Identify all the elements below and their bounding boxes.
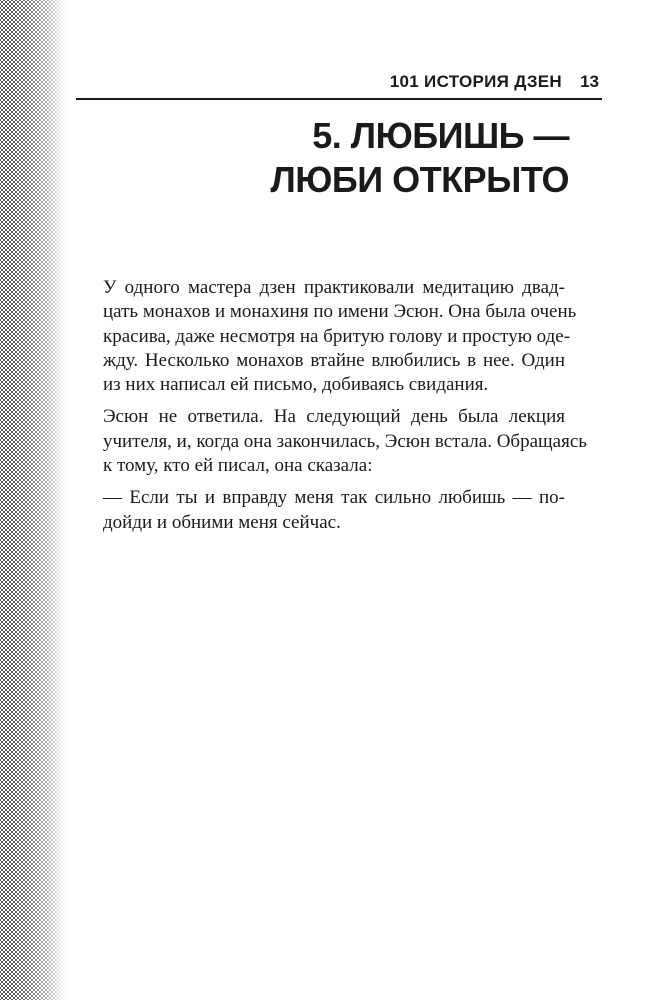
chapter-title	[271, 114, 569, 202]
chapter-title-line-2: ЛЮБИ ОТКРЫТО	[270, 159, 569, 200]
text-line: дойди и обними меня сейчас.	[103, 511, 341, 533]
halftone-margin-strip	[0, 0, 66, 1000]
text-line: У одного мастера дзен практиковали медитацию двад-	[103, 277, 565, 298]
text-line: жду. Несколько монахов втайне влюбились в нее. Один	[103, 349, 565, 371]
running-title: 101 ИСТОРИЯ ДЗЕН	[389, 72, 562, 91]
text-line: красива, даже несмотря на бритую голову и простую оде-	[103, 325, 571, 347]
body-text	[103, 276, 587, 543]
paragraph-3	[103, 486, 565, 535]
running-header	[76, 68, 602, 100]
text-line: Эсюн не ответила. На следующий день была лекция	[103, 406, 565, 428]
chapter-title-line-1: 5. ЛЮБИШЬ —	[312, 115, 569, 156]
text-line: к тому, кто ей писал, она сказала:	[103, 455, 373, 477]
text-line: цать монахов и монахиня по имени Эсюн. Она была очень	[103, 301, 577, 323]
page-number: 13	[580, 72, 599, 91]
paragraph-1	[103, 276, 577, 397]
text-line: учителя, и, когда она закончилась, Эсюн встала. Обращаясь	[103, 430, 587, 452]
text-line: — Если ты и вправду меня так сильно любишь — по-	[103, 487, 565, 509]
paragraph-2	[103, 405, 587, 478]
text-line: из них написал ей письмо, добиваясь свидания.	[103, 374, 489, 396]
